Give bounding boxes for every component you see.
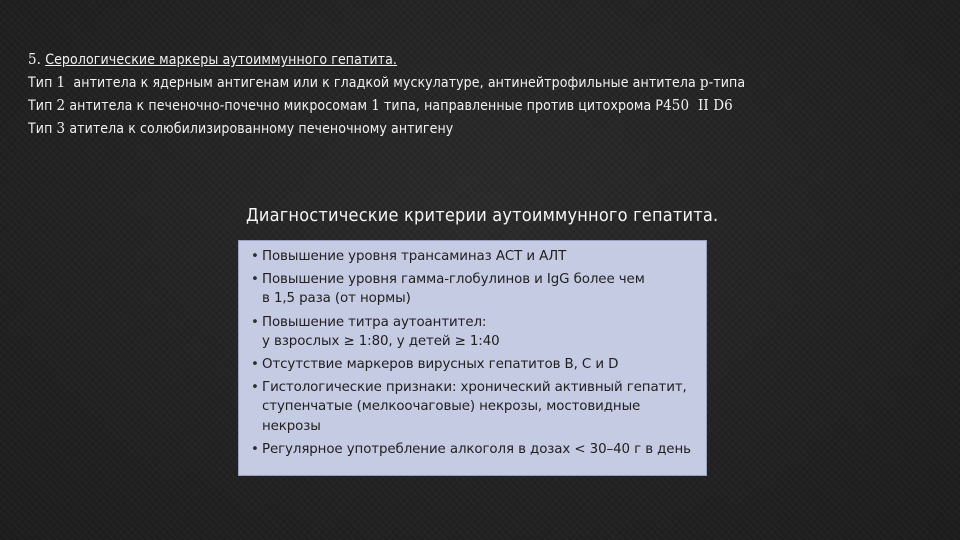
heading-number: 5. (28, 50, 42, 68)
criteria-item (251, 270, 696, 308)
type-description: антитела к ядерным антигенам или к гладкой мускулатуре, антинейтрофильные антитела (73, 75, 696, 91)
bullet-icon: • (251, 249, 259, 264)
criteria-item-line: в 1,5 раза (от нормы) (262, 291, 411, 307)
criteria-list (251, 247, 696, 459)
criteria-item (251, 378, 696, 436)
serological-markers-block (28, 48, 938, 140)
type-prefix: Тип (28, 75, 53, 91)
criteria-item-line: Повышение уровня гамма-глобулинов и IgG более чем (262, 272, 645, 288)
type-serif-letter: p (699, 73, 709, 91)
criteria-item-line: Повышение уровня трансаминаз АСТ и АЛТ (262, 249, 567, 264)
criteria-box (238, 240, 707, 476)
criteria-title: Диагностические критерии аутоиммунного гепатита. (246, 205, 719, 226)
bullet-icon: • (251, 314, 259, 330)
bullet-icon: • (251, 380, 259, 396)
criteria-item (251, 313, 696, 351)
type-tail: -типа (708, 75, 746, 91)
type-description: антитела к печеночно-почечно микросомам (69, 98, 368, 114)
heading-text: Серологические маркеры аутоиммунного гепатита. (45, 52, 398, 68)
cytochrome-code: 450 II D6 (663, 96, 733, 114)
type-number: 1 (56, 73, 66, 91)
type-prefix: Тип (28, 98, 53, 114)
type-number: 2 (56, 96, 66, 114)
type-description: атитела к солюбилизированному печеночному антигену (69, 121, 454, 137)
criteria-item (251, 355, 696, 374)
type-number: 3 (56, 119, 66, 137)
criteria-item-line: ступенчатые (мелкоочаговые) некрозы, мостовидные (262, 399, 641, 415)
bullet-icon: • (251, 272, 259, 288)
type-prefix: Тип (28, 121, 53, 137)
bullet-icon: • (251, 357, 259, 373)
criteria-item-line: Гистологические признаки: хронический активный гепатит, (262, 380, 687, 396)
criteria-item-line: Повышение титра аутоантител: (262, 314, 487, 330)
criteria-item-line: некрозы (262, 418, 321, 434)
criteria-item-line: Отсутствие маркеров вирусных гепатитов B, C и D (262, 357, 619, 373)
markers-heading (28, 48, 938, 71)
type-description-continued: типа, направленные против цитохрома Р (384, 98, 664, 114)
marker-type-2 (28, 94, 938, 117)
criteria-item-line: у взрослых ≥ 1:80, у детей ≥ 1:40 (262, 333, 500, 349)
criteria-item (251, 247, 696, 266)
type-subtype-number: 1 (371, 96, 380, 114)
criteria-item (251, 440, 696, 459)
marker-type-3 (28, 117, 938, 140)
bullet-icon: • (251, 441, 259, 457)
criteria-item-line: Регулярное употребление алкоголя в дозах < 30–40 г в день (262, 441, 691, 457)
marker-type-1 (28, 71, 938, 94)
